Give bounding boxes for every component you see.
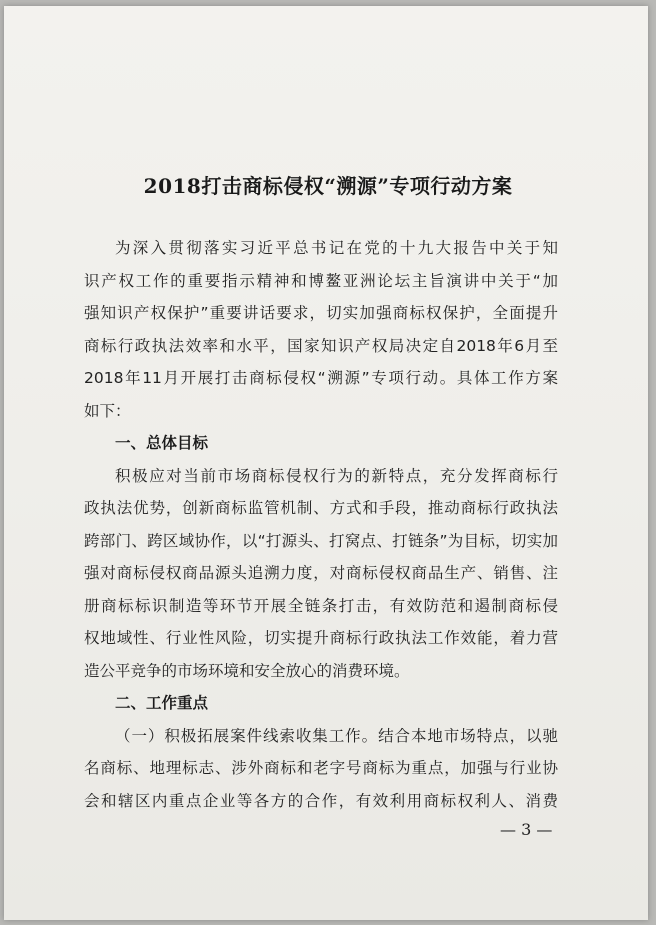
work-focus-paragraph: [84, 720, 558, 818]
paragraph-line: 名商标、地理标志、涉外商标和老字号商标为重点，加强与行业协: [84, 759, 558, 777]
paragraph-line: 造公平竞争的市场环境和安全放心的消费环境。: [84, 661, 410, 680]
intro-paragraph: [84, 232, 558, 427]
paragraph-line: 强对商标侵权商品源头追溯力度，对商标侵权商品生产、销售、注: [84, 564, 558, 582]
overall-goal-paragraph: [84, 460, 558, 688]
paragraph-line: 为深入贯彻落实习近平总书记在党的十九大报告中关于知: [115, 239, 558, 257]
paragraph-line: 跨部门、跨区域协作，以“打源头、打窝点、打链条”为目标，切实加: [84, 531, 558, 550]
section-heading-work-focus: 二、工作重点: [115, 694, 209, 712]
paragraph-line: 识产权工作的重要指示精神和博鳌亚洲论坛主旨演讲中关于“加: [84, 271, 558, 290]
paragraph-line: 政执法优势，创新商标监管机制、方式和手段，推动商标行政执法: [84, 499, 558, 517]
paragraph-line: 权地域性、行业性风险，切实提升商标行政执法工作效能，着力营: [84, 629, 558, 647]
paragraph-line: 如下：: [84, 401, 131, 420]
paragraph-line: 会和辖区内重点企业等各方的合作，有效利用商标权利人、消费: [84, 791, 558, 810]
paragraph-line: 2018年11月开展打击商标侵权“溯源”专项行动。具体工作方案: [84, 369, 558, 387]
paragraph-line: 积极应对当前市场商标侵权行为的新特点，充分发挥商标行: [115, 466, 558, 485]
paragraph-line: 商标行政执法效率和水平，国家知识产权局决定自2018年6月至: [84, 336, 558, 355]
paragraph-line: 强知识产权保护”重要讲话要求，切实加强商标权保护，全面提升: [84, 304, 558, 322]
paragraph-line: 册商标标识制造等环节开展全链条打击，有效防范和遏制商标侵: [84, 596, 558, 615]
page-number: — 3 —: [500, 820, 553, 839]
section-heading-overall-goal: 一、总体目标: [115, 434, 209, 452]
paragraph-line: （一）积极拓展案件线索收集工作。结合本地市场特点，以驰: [115, 726, 558, 745]
document-body: [84, 232, 558, 817]
document-title: 2018打击商标侵权“溯源”专项行动方案: [143, 174, 513, 198]
